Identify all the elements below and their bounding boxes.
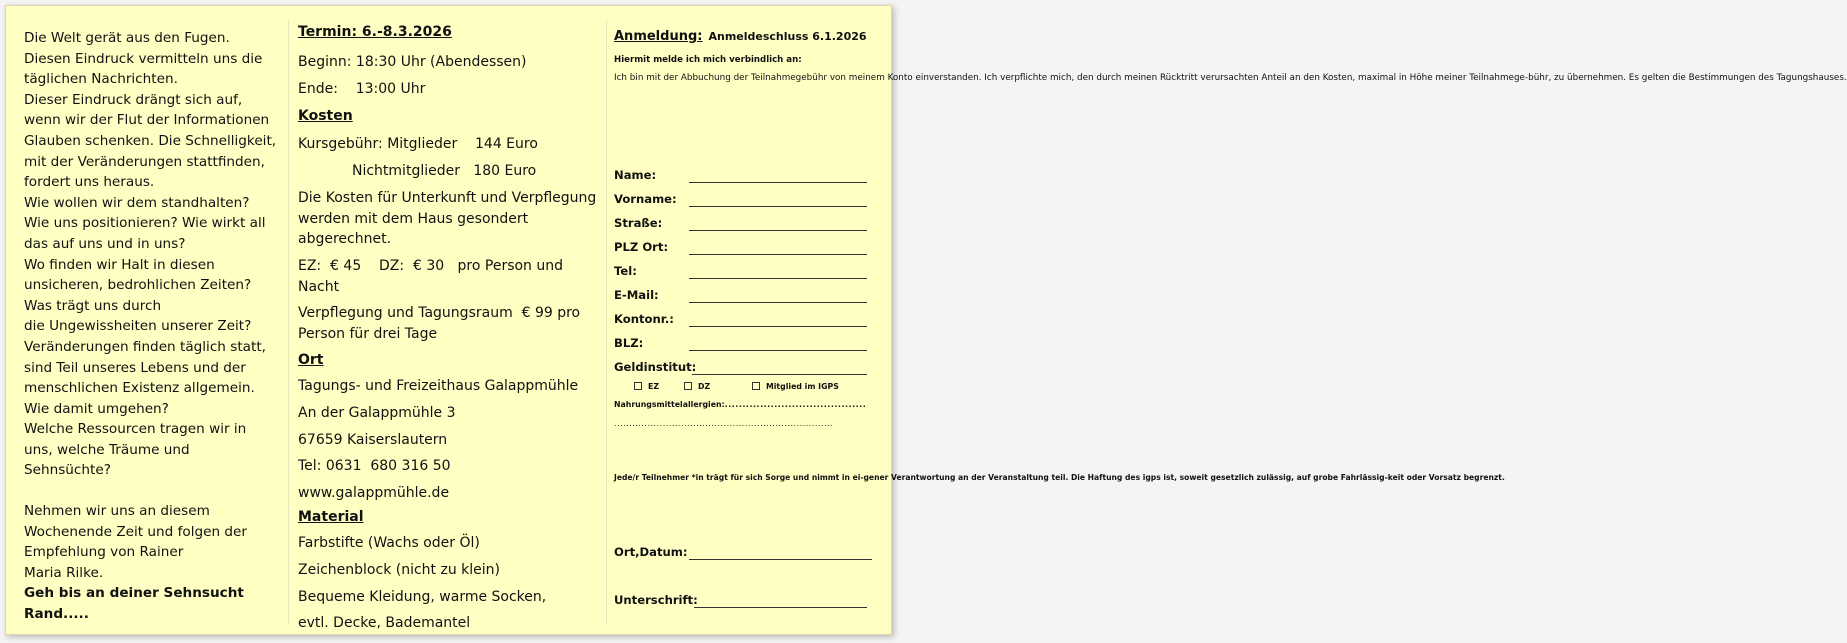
text-line: fordert uns heraus.: [24, 174, 155, 191]
flyer-sheet: [5, 5, 1847, 635]
text-line: Die Welt gerät aus den Fugen.: [24, 30, 230, 46]
venue-street: An der Galappmühle 3: [298, 405, 456, 421]
checkbox[interactable]: [752, 382, 760, 390]
street-field[interactable]: [689, 230, 867, 231]
text-line: Wo finden wir Halt in diesen: [24, 256, 215, 273]
intro-paragraph: [24, 28, 284, 481]
text-line: Welche Ressourcen tragen wir in: [24, 421, 247, 438]
venue-city: 67659 Kaiserslautern: [298, 432, 448, 448]
venue-heading: Ort: [298, 352, 324, 368]
text-line: menschlichen Existenz allgemein.: [24, 380, 255, 397]
text-line: Veränderungen finden täglich statt,: [24, 338, 266, 355]
registration-title: [614, 28, 867, 44]
place-date-field[interactable]: [689, 559, 872, 560]
material-item: Farbstifte (Wachs oder Öl): [298, 535, 480, 551]
fee-nonmembers: Nichtmitglieder 180 Euro: [352, 163, 537, 179]
option-single-room[interactable]: EZ: [634, 382, 659, 391]
material-item: evtl. Decke, Bademantel: [298, 615, 471, 631]
street-label: Straße:: [614, 216, 663, 230]
room-prices: EZ: € 45 DZ: € 30 pro Person und Nacht: [298, 258, 568, 295]
bank-field[interactable]: [692, 374, 867, 375]
checkbox[interactable]: [634, 382, 642, 390]
checkbox[interactable]: [684, 382, 692, 390]
text-line: Wie wollen wir dem standhalten?: [24, 194, 250, 211]
column-divider: [288, 20, 289, 625]
text-line: Nehmen wir uns an diesem: [24, 503, 210, 520]
blz-field[interactable]: [689, 350, 867, 351]
liability-note: Jede/r Teilnehmer *in trägt für sich Sorge und nimmt in ei-gener Verantwortung an der Veranstaltung teil. Die Haftung des igps ist, soweit gesetzlich zulässig, auf grobe Fahrlässig-keit oder Vorsatz begrenzt.: [614, 473, 1505, 482]
material-item: Zeichenblock (nicht zu klein): [298, 562, 500, 578]
material-heading: Material: [298, 509, 364, 525]
catering-price: Verpflegung und Tagungsraum € 99 pro Person für drei Tage: [298, 305, 585, 342]
option-igps-member[interactable]: Mitglied im IGPS: [752, 382, 839, 391]
firstname-label: Vorname:: [614, 192, 677, 206]
name-field[interactable]: [689, 182, 867, 183]
text-line: Was trägt uns durch: [24, 297, 162, 314]
end-time: Ende: 13:00 Uhr: [298, 81, 426, 97]
intro-text: [24, 28, 284, 625]
venue-phone: Tel: 0631 680 316 50: [298, 458, 451, 474]
text-line: Wie damit umgehen?: [24, 400, 169, 417]
place-date-label: Ort,Datum:: [614, 545, 688, 559]
allergies-field[interactable]: ........................................: [724, 400, 867, 409]
text-line: Dieser Eindruck drängt sich auf,: [24, 91, 243, 108]
email-field[interactable]: [689, 302, 867, 303]
blz-label: BLZ:: [614, 336, 644, 350]
text-line: sind Teil unseres Lebens und der: [24, 359, 246, 376]
name-label: Name:: [614, 168, 657, 182]
venue-name: Tagungs- und Freizeithaus Galappmühle: [298, 378, 579, 394]
allergies-field-2[interactable]: ........................................................................: [614, 419, 834, 428]
text-line: täglichen Nachrichten.: [24, 71, 178, 88]
text-line: unsicheren, bedrohlichen Zeiten?: [24, 277, 252, 294]
closing-paragraph: [24, 501, 284, 583]
text-line: uns, welche Träume und: [24, 441, 190, 458]
text-line: Wochenende Zeit und folgen der: [24, 523, 247, 540]
costs-heading: Kosten: [298, 108, 353, 124]
registration-intro: Hiermit melde ich mich verbindlich an:: [614, 55, 802, 65]
rilke-quote: [24, 583, 284, 624]
allergies-row[interactable]: [614, 400, 866, 409]
material-item: Bequeme Kleidung, warme Socken,: [298, 589, 547, 605]
zip-city-field[interactable]: [689, 254, 867, 255]
registration-label: Anmeldung:: [614, 29, 703, 44]
text-line: Glauben schenken. Die Schnelligkeit,: [24, 132, 277, 149]
text-line: Geh bis an deiner Sehnsucht: [24, 585, 244, 602]
firstname-field[interactable]: [689, 206, 867, 207]
signature-label: Unterschrift:: [614, 593, 698, 607]
text-line: mit der Veränderungen stattfinden,: [24, 153, 265, 170]
fee-members: Kursgebühr: Mitglieder 144 Euro: [298, 136, 538, 152]
phone-field[interactable]: [689, 278, 867, 279]
option-double-room[interactable]: DZ: [684, 382, 710, 391]
text-line: wenn wir der Flut der Informationen: [24, 112, 270, 129]
zip-city-label: PLZ Ort:: [614, 240, 669, 254]
payment-consent: Ich bin mit der Abbuchung der Teilnahmegebühr von meinem Konto einverstanden. Ich verpflichte mich, den durch meinen Rücktritt verursachten Anteil an den Kosten, maximal in Höhe meiner Teilnahmege-bühr, zu übernehmen. Es gelten die Bestimmungen des Tagungshauses.: [614, 73, 1847, 83]
venue-website[interactable]: www.galappmühle.de: [298, 485, 450, 501]
start-time: Beginn: 18:30 Uhr (Abendessen): [298, 54, 527, 70]
signature-field[interactable]: [694, 607, 867, 608]
text-line: Sehnsüchte?: [24, 462, 111, 479]
allergies-label: Nahrungsmittelallergien:: [614, 400, 725, 409]
text-line: Maria Rilke.: [24, 564, 104, 581]
bank-label: Geldinstitut:: [614, 360, 697, 374]
phone-label: Tel:: [614, 264, 637, 278]
text-line: Rand.....: [24, 606, 89, 623]
column-divider: [606, 20, 607, 625]
text-line: Diesen Eindruck vermitteln uns die: [24, 50, 263, 67]
text-line: Empfehlung von Rainer: [24, 544, 184, 561]
account-field[interactable]: [689, 326, 867, 327]
registration-deadline: Anmeldeschluss 6.1.2026: [708, 30, 867, 43]
event-date-heading: Termin: 6.-8.3.2026: [298, 24, 452, 40]
accommodation-note: Die Kosten für Unterkunft und Verpflegung werden mit dem Haus gesondert abgerechnet.: [298, 190, 597, 247]
text-line: das auf uns und in uns?: [24, 235, 186, 252]
account-label: Kontonr.:: [614, 312, 674, 326]
text-line: die Ungewissheiten unserer Zeit?: [24, 318, 252, 335]
email-label: E-Mail:: [614, 288, 659, 302]
text-line: Wie uns positionieren? Wie wirkt all: [24, 215, 266, 232]
